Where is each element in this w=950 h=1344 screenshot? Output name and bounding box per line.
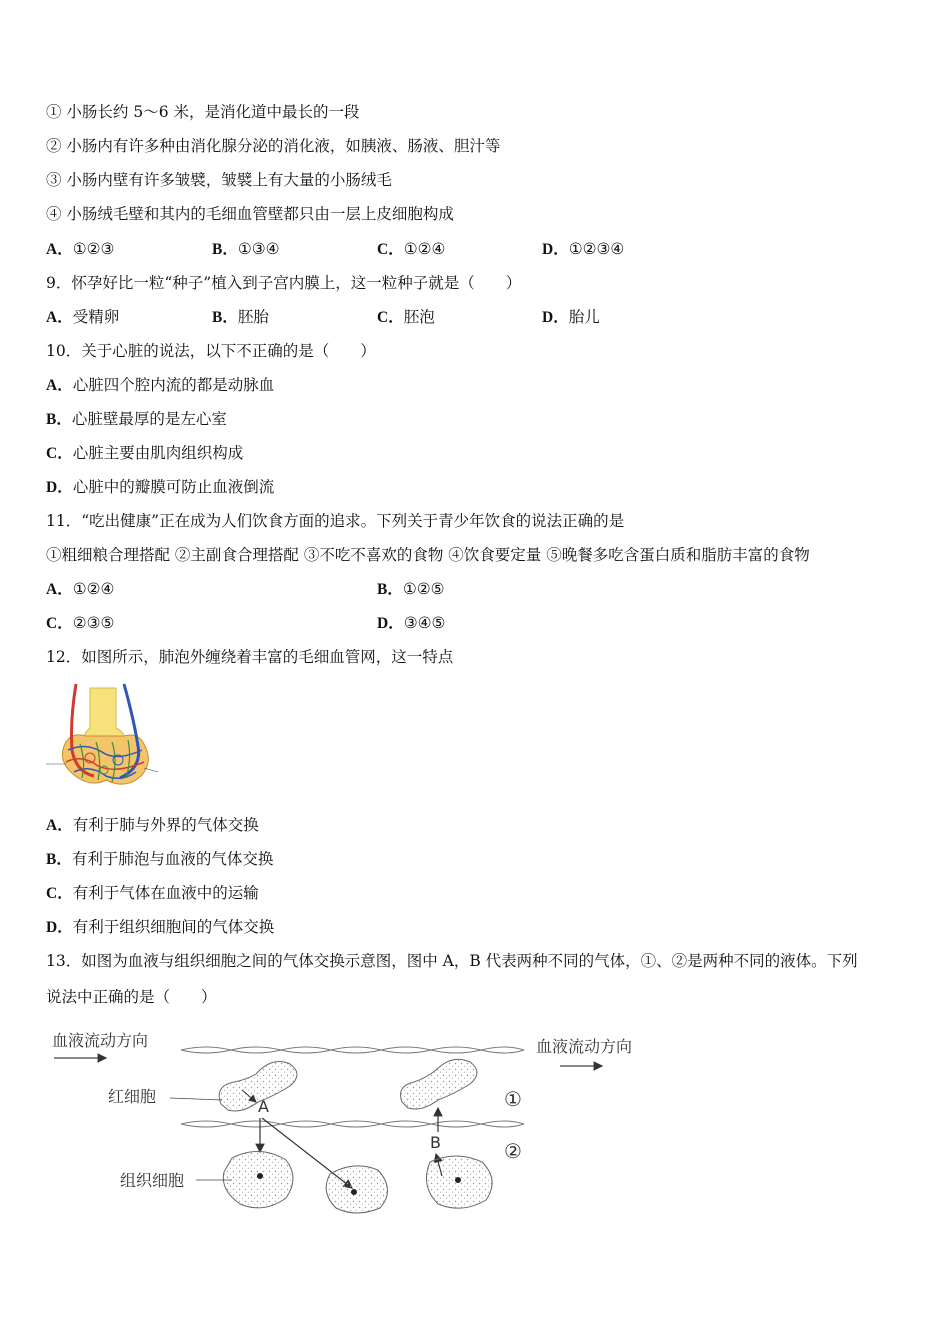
- option-text: 有利于气体在血液中的运输: [72, 884, 259, 902]
- alveolus-capillary-figure: [46, 680, 166, 795]
- q12-option-b[interactable]: [46, 849, 273, 870]
- option-letter: C．: [46, 445, 73, 462]
- q10-option-b[interactable]: [46, 409, 227, 430]
- tissue-cell-1-nucleus: [257, 1173, 263, 1179]
- option-text: 受精卵: [72, 308, 120, 326]
- option-text: ②③⑤: [72, 614, 115, 632]
- q11-option-b[interactable]: [377, 579, 445, 600]
- option-text: 有利于肺泡与血液的气体交换: [71, 850, 274, 868]
- capillary-wall-bottom: [181, 1121, 524, 1127]
- option-letter: B．: [46, 851, 72, 868]
- option-letter: A．: [46, 241, 73, 258]
- option-text: ①②⑤: [402, 580, 445, 598]
- q9-option-b[interactable]: [212, 307, 269, 328]
- option-text: 心脏主要由肌肉组织构成: [72, 444, 244, 462]
- option-text: 胚泡: [403, 308, 435, 326]
- q12-option-c[interactable]: [46, 883, 259, 904]
- q9-option-d[interactable]: [542, 307, 600, 328]
- option-letter: D．: [542, 241, 569, 258]
- flow-direction-left-label: 血液流动方向: [52, 1031, 149, 1050]
- option-text: 有利于组织细胞间的气体交换: [72, 918, 275, 936]
- q10-option-a[interactable]: [46, 375, 274, 396]
- option-letter: A．: [46, 377, 73, 394]
- option-letter: B．: [377, 581, 403, 598]
- q8-item-3: ③ 小肠内壁有许多皱襞，皱襞上有大量的小肠绒毛: [46, 171, 392, 189]
- q8-item-2: ② 小肠内有许多种由消化腺分泌的消化液，如胰液、肠液、胆汁等: [46, 137, 501, 155]
- q11-option-c[interactable]: [46, 613, 114, 634]
- option-letter: D．: [377, 615, 404, 632]
- option-letter: B．: [46, 411, 72, 428]
- liquid-2-label: ②: [504, 1139, 522, 1163]
- option-text: 有利于肺与外界的气体交换: [72, 816, 259, 834]
- red-blood-cell-label: 红细胞: [108, 1087, 157, 1106]
- q8-option-b[interactable]: [212, 239, 280, 260]
- option-text: ③④⑤: [403, 614, 446, 632]
- option-text: 心脏壁最厚的是左心室: [71, 410, 227, 428]
- gas-a-label: A: [258, 1097, 269, 1116]
- option-text: ①②④: [72, 580, 115, 598]
- option-letter: C．: [377, 241, 404, 258]
- option-text: 胚胎: [237, 308, 269, 326]
- q10-option-d[interactable]: [46, 477, 274, 498]
- q11-option-d[interactable]: [377, 613, 445, 634]
- flow-direction-right-label: 血液流动方向: [536, 1037, 633, 1056]
- q9-option-c[interactable]: [377, 307, 435, 328]
- q13-stem-line1: 13．如图为血液与组织细胞之间的气体交换示意图，图中 A，B 代表两种不同的气体，①、②是两种不同的液体。下列: [46, 952, 858, 970]
- q12-stem: 12．如图所示，肺泡外缠绕着丰富的毛细血管网，这一特点: [46, 648, 454, 666]
- option-text: 心脏中的瓣膜可防止血液倒流: [72, 478, 275, 496]
- gas-b-label: B: [430, 1133, 441, 1152]
- option-letter: C．: [46, 885, 73, 902]
- tissue-cell-2-nucleus: [351, 1189, 357, 1195]
- option-text: 心脏四个腔内流的都是动脉血: [72, 376, 275, 394]
- q11-option-a[interactable]: [46, 579, 114, 600]
- option-letter: D．: [542, 309, 569, 326]
- q8-option-c[interactable]: [377, 239, 445, 260]
- q8-item-4: ④ 小肠绒毛壁和其内的毛细血管壁都只由一层上皮细胞构成: [46, 205, 454, 223]
- option-text: ①②③④: [568, 240, 625, 258]
- option-text: 胎儿: [568, 308, 600, 326]
- tissue-cell-3-nucleus: [455, 1177, 461, 1183]
- red-blood-cell-right: [401, 1059, 478, 1109]
- q13-stem-line2: 说法中正确的是（ ）: [46, 988, 217, 1006]
- q10-option-c[interactable]: [46, 443, 243, 464]
- q12-option-d[interactable]: [46, 917, 274, 938]
- option-text: ①②③: [72, 240, 115, 258]
- capillary-wall-top: [181, 1047, 524, 1053]
- q11-stem: 11．“吃出健康”正在成为人们饮食方面的追求。下列关于青少年饮食的说法正确的是: [46, 512, 625, 530]
- q8-item-1: ① 小肠长约 5～6 米，是消化道中最长的一段: [46, 103, 360, 121]
- option-letter: C．: [377, 309, 404, 326]
- option-text: ①③④: [237, 240, 280, 258]
- liquid-1-label: ①: [504, 1087, 522, 1111]
- option-letter: B．: [212, 309, 238, 326]
- option-letter: D．: [46, 479, 73, 496]
- option-letter: B．: [212, 241, 238, 258]
- option-letter: A．: [46, 309, 73, 326]
- rbc-pointer-line: [170, 1098, 222, 1100]
- option-text: ①②④: [403, 240, 446, 258]
- q8-option-a[interactable]: [46, 239, 114, 260]
- option-letter: A．: [46, 817, 73, 834]
- q8-option-d[interactable]: [542, 239, 624, 260]
- q11-items: ①粗细粮合理搭配 ②主副食合理搭配 ③不吃不喜欢的食物 ④饮食要定量 ⑤晚餐多吃含蛋白质和脂肪丰富的食物: [46, 546, 810, 564]
- gas-exchange-figure: [46, 1020, 656, 1220]
- tissue-cell-label: 组织细胞: [120, 1171, 185, 1190]
- q10-stem: 10．关于心脏的说法，以下不正确的是（ ）: [46, 342, 376, 360]
- q9-stem: 9．怀孕好比一粒“种子”植入到子宫内膜上，这一粒种子就是（ ）: [46, 274, 522, 292]
- option-letter: D．: [46, 919, 73, 936]
- q12-option-a[interactable]: [46, 815, 259, 836]
- tissue-cell-2: [326, 1166, 387, 1213]
- option-letter: C．: [46, 615, 73, 632]
- q9-option-a[interactable]: [46, 307, 119, 328]
- tissue-cell-1: [223, 1151, 293, 1207]
- option-letter: A．: [46, 581, 73, 598]
